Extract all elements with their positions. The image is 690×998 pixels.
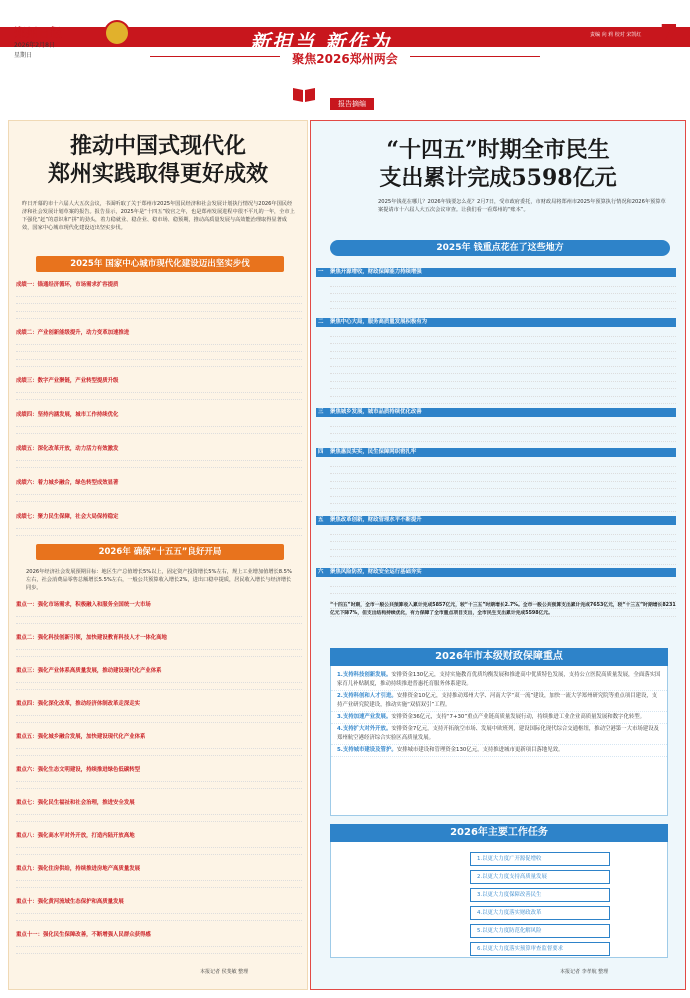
priority-text: 安排城市建设和管理资金130亿元，支持推进城市更新项目落地见效。 <box>396 747 564 753</box>
priority-number: 5. <box>337 747 343 753</box>
task-item: 6.以更大力度落实预算审查监督要求 <box>470 942 610 956</box>
left-achievement-heading: 成绩二：产业创新能级提升，动力变革加速推进 <box>16 330 130 336</box>
right-spending-number: 五 <box>318 517 324 523</box>
task-item: 3.以更大力度保障改善民生 <box>470 888 610 902</box>
text-line <box>16 939 302 947</box>
left-intro: 昨日开幕的市十六届人大五次会议，书面听取了关于郑州市2025年国民经济和社会发展计划执行情况与2026年国民经济和社会发展计划草案的报告。报告显示，2025年是“十四五”收官之年，也是郑州发展进程中很不平凡的一年，全市上下强化“赶”的意识和“拼”的劲头，着力稳就业、稳企业、稳市场、稳预期，推动高质量发展与高效能治理取得显著成效，国家中心城市现代化建设迈出坚实步伐。 <box>22 201 295 231</box>
priority-text: 安排资金36亿元，支持“7+30”重点产业链高质量发展行动，持续推进工业企业高质量发展和数字化转型。 <box>391 714 646 720</box>
text-line <box>16 617 302 625</box>
text-line <box>16 468 302 475</box>
left-priority-body <box>16 840 302 855</box>
task-item: 4.以更大力度落实财政改革 <box>470 906 610 920</box>
text-line <box>16 400 302 407</box>
left-priority-body <box>16 939 302 954</box>
priority-label: 支持加速产业发展。 <box>342 714 392 720</box>
page-subtitle: 聚焦2026郑州两会 <box>292 52 398 66</box>
right-headline-line: “十四五”时期全市民生 <box>386 137 610 163</box>
left-priority-body <box>16 906 302 921</box>
section-label: 报告摘编 <box>330 98 374 110</box>
right-spending-body <box>330 279 676 315</box>
priority-number: 4. <box>337 726 343 732</box>
text-line <box>16 352 302 360</box>
right-spending-label: 聚焦风险防控，财政安全运行基础夯实 <box>330 569 422 575</box>
right-headline-line: 支出累计完成5598亿元 <box>379 165 617 191</box>
text-line <box>16 848 302 856</box>
text-line <box>330 587 676 595</box>
left-achievement-body <box>16 521 302 543</box>
priority-item <box>331 745 667 757</box>
priority-label: 支持科技创新发展。 <box>342 672 392 678</box>
left-achievement-heading: 成绩五：深化改革开放，动力活力有效激发 <box>16 446 119 452</box>
right-spending-number: 二 <box>318 319 324 325</box>
party-emblem-icon <box>104 20 130 46</box>
text-line <box>16 319 302 325</box>
left-priority-body <box>16 675 302 690</box>
right-spending-label: 聚焦开源增收，财政保障能力持续增强 <box>330 269 422 275</box>
text-line <box>16 487 302 495</box>
left-achievement-body <box>16 289 302 325</box>
right-spending-heading <box>316 408 676 417</box>
text-line <box>330 467 676 475</box>
text-line <box>16 774 302 782</box>
priority-item <box>331 712 667 724</box>
text-line <box>16 683 302 691</box>
right-section1-bar: 2025年 钱重点花在了这些地方 <box>330 240 670 256</box>
right-spending-label: 聚焦中心大局，服务高质量发展积极有为 <box>330 319 428 325</box>
open-book-icon <box>292 85 316 103</box>
text-line <box>16 393 302 401</box>
left-goal-text: 2026年经济社会发展预期目标：地区生产总值增长5%以上，固定资产投资增长5%左右，规上工业增加值增长8.5%左右，社会消费品零售总额增长5.5%左右，一般公共预算收入增长2%，进出口稳中提质，居民收入增长与经济增长同步。 <box>26 569 292 591</box>
left-priority-heading: 重点七：强化民生福祉和社会治理，推进安全发展 <box>16 800 135 806</box>
left-priority-body <box>16 807 302 822</box>
text-line <box>330 397 676 405</box>
text-line <box>16 345 302 353</box>
right-spending-label: 聚焦惠民实实，民生保障网织密扎牢 <box>330 449 417 455</box>
page-slogan: 新担当 新作为 <box>250 30 391 54</box>
text-line <box>330 337 676 345</box>
right-reporter-credit: 本报记者 李孝航 整理 <box>560 969 609 975</box>
editor-credits: 责编 向 莉 校对 宋凯红 <box>590 32 642 38</box>
text-line <box>16 815 302 823</box>
text-line <box>330 419 676 427</box>
right-intro: 2025年钱花在哪儿？2026年钱要怎么花？2月7日，受市政府委托，市财政局将郑州市2025年预算执行情况和2026年预算草案提请市十六届人大五次会议审查。让我们看一看郑州的“账本”。 <box>378 199 666 213</box>
left-section2-bar: 2026年 确保“十五五”良好开局 <box>36 544 284 560</box>
right-priorities-title: 2026年市本级财政保障重点 <box>330 648 668 666</box>
text-line <box>16 536 302 543</box>
text-line <box>16 434 302 441</box>
text-line <box>16 873 302 881</box>
right-spending-heading <box>316 268 676 277</box>
left-priority-heading: 重点二：强化科技创新引领，加快建设教育科技人才一体化高地 <box>16 635 167 641</box>
text-line <box>16 367 302 373</box>
page-number: 7 <box>660 20 679 50</box>
left-headline-line: 郑州实践取得更好成效 <box>47 161 268 187</box>
left-priority-heading: 重点十一：强化民生保障改善，不断增强人民群众获得感 <box>16 932 151 938</box>
text-line <box>16 419 302 427</box>
text-line <box>16 337 302 345</box>
text-line <box>16 840 302 848</box>
text-line <box>330 287 676 295</box>
right-spending-body <box>330 419 676 445</box>
left-achievement-body <box>16 419 302 441</box>
right-spending-heading <box>316 568 676 577</box>
text-line <box>330 594 676 602</box>
text-line <box>330 459 676 467</box>
text-line <box>16 716 302 724</box>
text-line <box>330 489 676 497</box>
right-spending-label: 聚焦改革创新，财政管理水平不断提升 <box>330 517 422 523</box>
priority-label: 支持科创和人才引进。 <box>342 693 397 699</box>
text-line <box>330 542 676 550</box>
text-line <box>330 352 676 360</box>
text-line <box>16 453 302 461</box>
text-line <box>16 782 302 790</box>
text-line <box>330 279 676 287</box>
text-line <box>330 557 676 565</box>
text-line <box>16 297 302 305</box>
text-line <box>16 385 302 393</box>
text-line <box>16 521 302 529</box>
left-achievement-body <box>16 385 302 407</box>
right-spending-body <box>330 329 676 405</box>
priority-number: 2. <box>337 693 343 699</box>
text-line <box>16 609 302 617</box>
text-line <box>330 482 676 490</box>
left-priority-body <box>16 642 302 657</box>
text-line <box>330 302 676 310</box>
right-spending-number: 一 <box>318 269 324 275</box>
left-priority-body <box>16 873 302 888</box>
text-line <box>330 374 676 382</box>
newspaper-logo: 郑州日报 <box>14 26 63 40</box>
left-achievement-heading: 成绩七：聚力民生保障，社会大局保持稳定 <box>16 514 119 520</box>
text-line <box>330 550 676 558</box>
left-priority-body <box>16 609 302 624</box>
priority-label: 支持扩大对外开放。 <box>342 726 392 732</box>
issue-date: 2026年2月8日 <box>14 42 55 49</box>
right-spending-number: 四 <box>318 449 324 455</box>
text-line <box>16 708 302 716</box>
right-spending-number: 六 <box>318 569 324 575</box>
left-priority-heading: 重点八：强化高水平对外开放，打造内陆开放高地 <box>16 833 135 839</box>
right-spending-label: 聚焦城乡发展，城市品质持续优化改善 <box>330 409 422 415</box>
text-line <box>16 312 302 320</box>
text-line <box>330 359 676 367</box>
right-summary: “十四五”时期，全市一般公共预算收入累计完成5857亿元，较“十三五”时期增长2.7%。全市一般公共预算支出累计完成7653亿元，较“十三五”时期增长8231亿元下降7%，但支出结构持续优化，有力保障了全市重点项目支出，全市民生支出累计完成5598亿元。 <box>330 603 676 616</box>
left-priority-body <box>16 741 302 756</box>
right-spending-heading <box>316 516 676 525</box>
priority-label: 支持城市建设及管护。 <box>342 747 397 753</box>
text-line <box>330 367 676 375</box>
task-item: 1.以更大力度广开源促增收 <box>470 852 610 866</box>
left-achievement-heading: 成绩三：数字产业聚链，产业转型提质升级 <box>16 378 119 384</box>
priority-text: 安排资金7亿元，支持开拓航空市场、发展中欧班列，建设国际化现代综合交通枢纽，推动空港第一大市场建设及郑州航空港经济综合实验区高质量发展。 <box>337 726 659 741</box>
left-priority-heading: 重点四：强化深化改革，推动经济体制改革走深走实 <box>16 701 140 707</box>
text-line <box>16 675 302 683</box>
left-achievement-heading: 成绩四：坚持内涵发展，城市工作持续优化 <box>16 412 119 418</box>
text-line <box>330 579 676 587</box>
left-section1-bar: 2025年 国家中心城市现代化建设迈出坚实步伐 <box>36 256 284 272</box>
text-line <box>16 906 302 914</box>
task-item: 2.以更大力度支持高质量发展 <box>470 870 610 884</box>
left-headline <box>8 132 308 188</box>
text-line <box>330 389 676 397</box>
text-line <box>16 914 302 922</box>
text-line <box>16 881 302 889</box>
priority-item <box>331 691 667 712</box>
left-priority-heading: 重点三：强化产业体系高质量发展，推动建设现代化产业体系 <box>16 668 162 674</box>
left-priority-heading: 重点一：强化市场需求，积极融入和服务全国统一大市场 <box>16 602 151 608</box>
priority-item <box>331 670 667 691</box>
left-achievement-body <box>16 487 302 509</box>
text-line <box>16 807 302 815</box>
right-spending-body <box>330 527 676 565</box>
text-line <box>16 642 302 650</box>
text-line <box>330 504 676 512</box>
text-line <box>330 535 676 543</box>
text-line <box>16 749 302 757</box>
issue-weekday: 星期日 <box>14 52 33 59</box>
text-line <box>16 529 302 537</box>
text-line <box>330 474 676 482</box>
left-priority-heading: 重点十：强化黄河流域生态保护和高质量发展 <box>16 899 124 905</box>
text-line <box>330 427 676 435</box>
left-priority-heading: 重点五：强化城乡融合发展，加快建设现代化产业体系 <box>16 734 146 740</box>
text-line <box>330 329 676 337</box>
left-achievement-body <box>16 337 302 373</box>
text-line <box>16 289 302 297</box>
left-achievement-heading: 成绩一：锚通经济循环，市场需求扩容提质 <box>16 282 119 288</box>
priority-number: 3. <box>337 714 343 720</box>
text-line <box>330 497 676 505</box>
text-line <box>16 461 302 469</box>
priority-number: 1. <box>337 672 343 678</box>
text-line <box>16 495 302 503</box>
priority-item <box>331 724 667 745</box>
priority-text: 安排资金130亿元，支持实施教育优质均衡发展和推进高中优质特色发展，支持公立医院高质量发展，全面落实国家育儿补贴制度，推动持续推进普惠托育服务体系建设。 <box>337 672 661 687</box>
left-achievement-body <box>16 453 302 475</box>
left-priority-heading: 重点六：强化生态文明建设，持续推进绿色低碳转型 <box>16 767 140 773</box>
right-spending-body <box>330 459 676 513</box>
right-spending-heading <box>316 318 676 327</box>
left-priority-body <box>16 774 302 789</box>
priority-text: 安排资金10亿元，支持推动郑州大学、河南大学“双一流”建设，加快一流大学郑州研究院等重点项目建设，支持产业研究院建设，推动实施“双招双引”工程。 <box>337 693 658 708</box>
text-line <box>330 344 676 352</box>
text-line <box>16 502 302 509</box>
text-line <box>16 741 302 749</box>
text-line <box>330 382 676 390</box>
left-reporter-credit: 本报记者 侯斐敏 整理 <box>200 969 249 975</box>
left-headline-line: 推动中国式现代化 <box>69 133 246 159</box>
text-line <box>16 304 302 312</box>
right-spending-number: 三 <box>318 409 324 415</box>
left-achievement-heading: 成绩六：着力城乡融合，绿色转型成效显著 <box>16 480 119 486</box>
text-line <box>330 294 676 302</box>
right-tasks-title: 2026年主要工作任务 <box>330 824 668 842</box>
left-priority-body <box>16 708 302 723</box>
right-spending-heading <box>316 448 676 457</box>
right-headline <box>310 136 686 192</box>
text-line <box>16 427 302 435</box>
text-line <box>330 434 676 442</box>
text-line <box>16 947 302 955</box>
text-line <box>16 360 302 368</box>
left-priority-heading: 重点九：强化住房供给，持续推进房地产高质量发展 <box>16 866 140 872</box>
text-line <box>330 527 676 535</box>
text-line <box>16 650 302 658</box>
task-item: 5.以更大力度防范化解风险 <box>470 924 610 938</box>
